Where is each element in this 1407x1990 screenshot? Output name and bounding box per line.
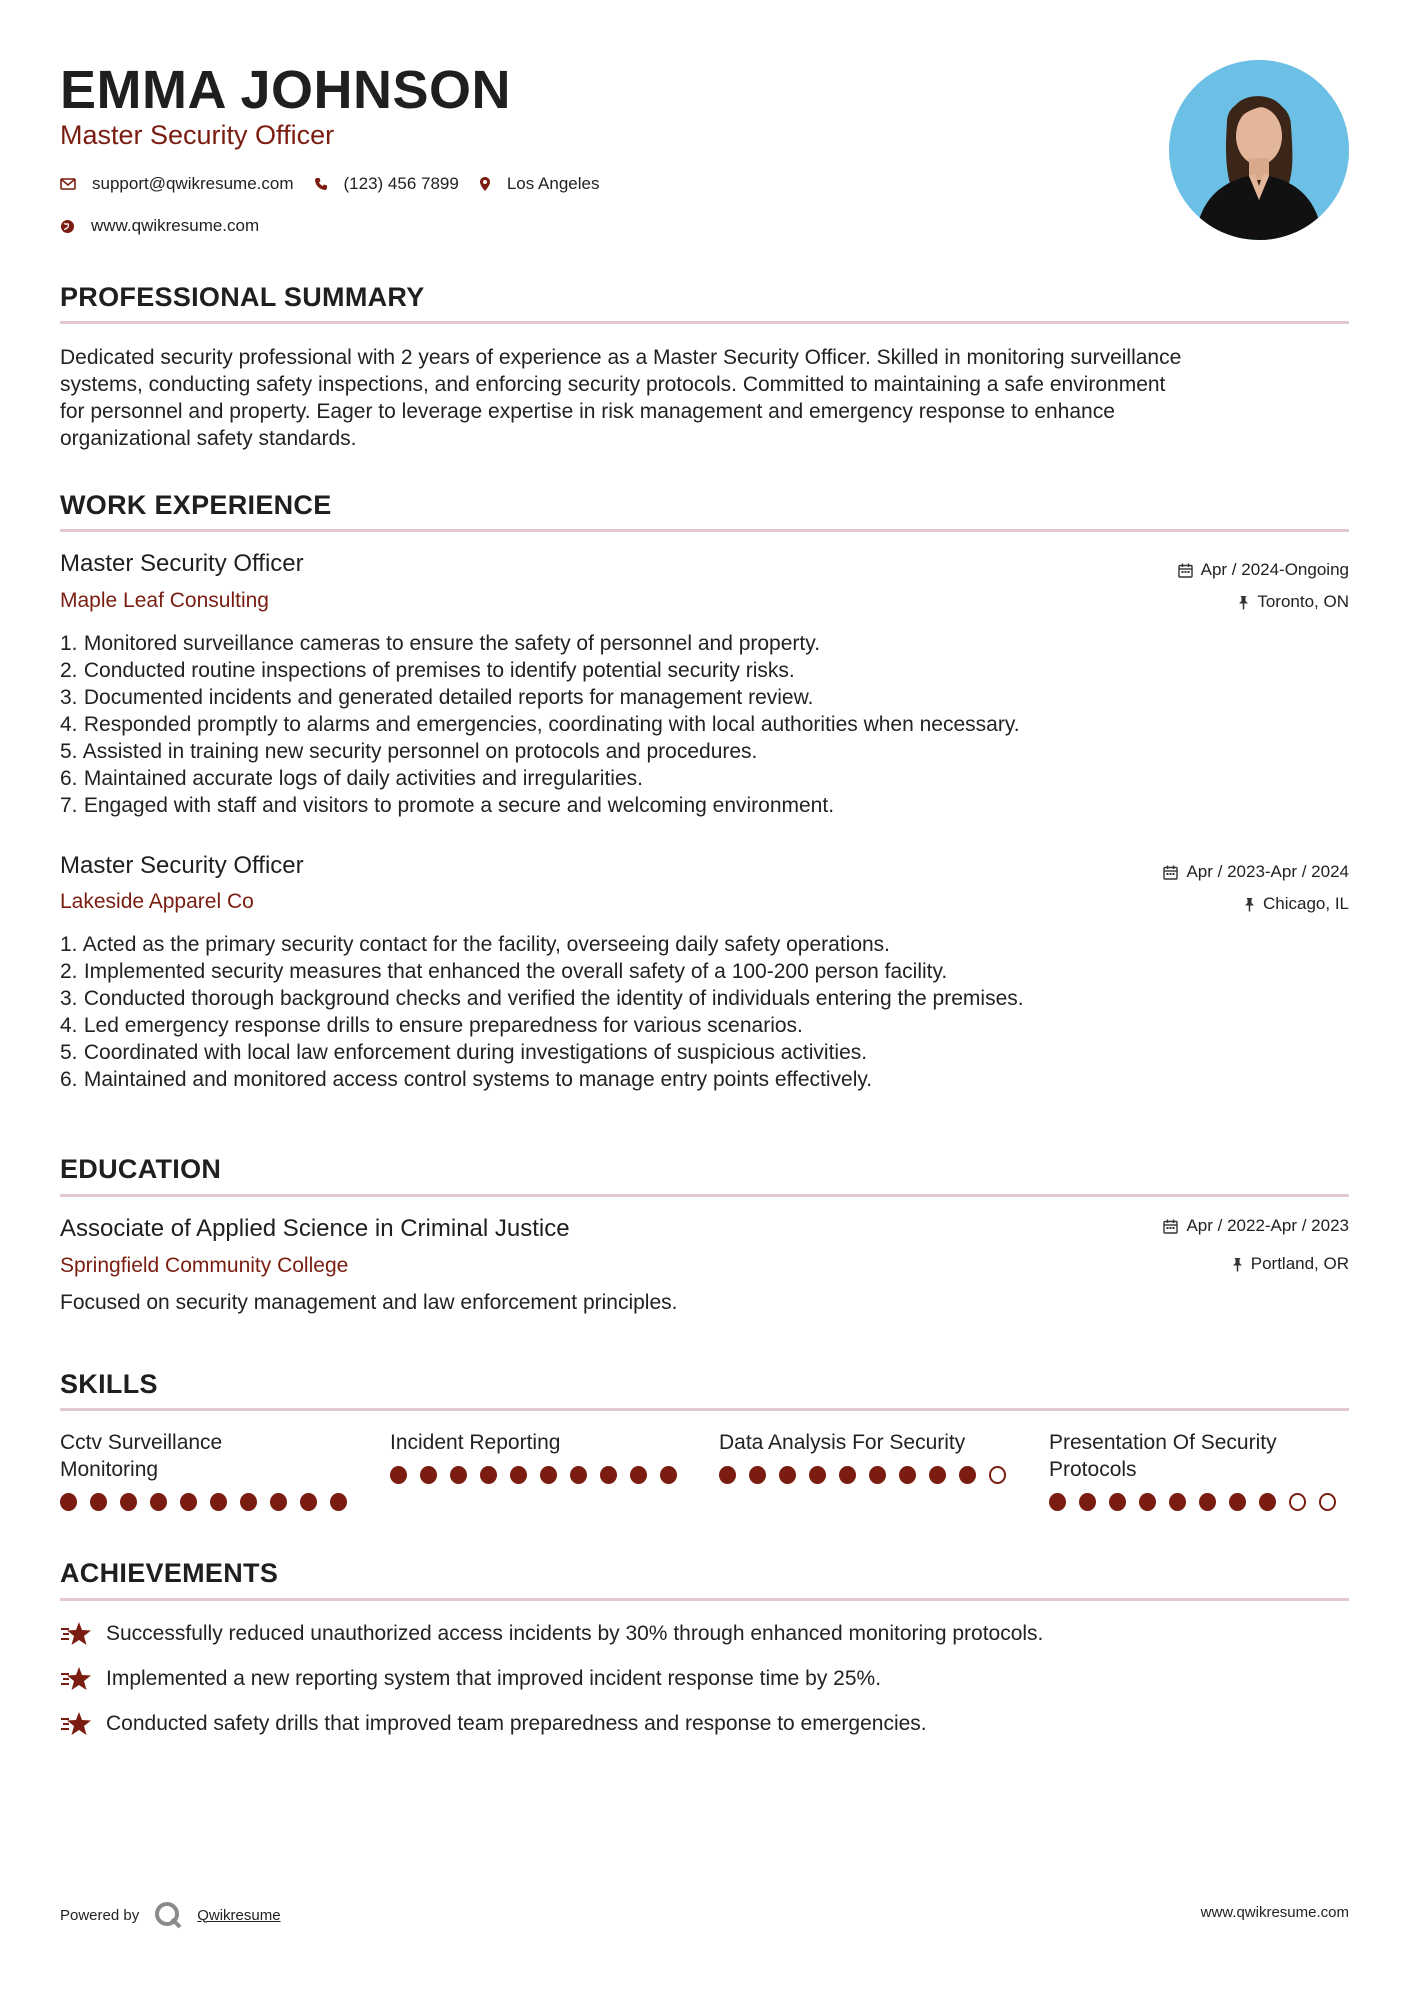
list-item: 1. Acted as the primary security contact for the facility, overseeing daily safety operations.: [60, 933, 891, 956]
rating-dot-filled: [540, 1466, 557, 1484]
education-location: [1232, 1252, 1349, 1276]
rating-dot-filled: [120, 1493, 137, 1511]
rating-dot-filled: [330, 1493, 347, 1511]
rating-dot-filled: [839, 1466, 856, 1484]
skills-heading: SKILLS: [60, 1369, 158, 1399]
job-dates: [1178, 558, 1349, 582]
location-text: Los Angeles: [506, 174, 600, 193]
achievement-item: [60, 1665, 881, 1692]
rating-dot-filled: [480, 1466, 497, 1484]
job-title: Master Security Officer: [60, 852, 304, 879]
pushpin-icon: [1232, 1257, 1243, 1272]
list-item: 3. Conducted thorough background checks and verified the identity of individuals entering the premises.: [60, 987, 1024, 1010]
skill-item: [390, 1429, 690, 1484]
achievement-text: Successfully reduced unauthorized access incidents by 30% through enhanced monitoring protocols.: [106, 1622, 1044, 1645]
skill-name: Incident Reporting: [390, 1431, 561, 1454]
job-location-text: Chicago, IL: [1263, 894, 1349, 913]
job-title: Master Security Officer: [60, 550, 304, 577]
contact-location: [479, 174, 600, 194]
envelope-icon: [60, 178, 76, 190]
contact-phone[interactable]: [314, 174, 459, 194]
skill-name: Presentation Of Security Protocols: [1049, 1431, 1277, 1481]
list-item: 4. Led emergency response drills to ensure preparedness for various scenarios.: [60, 1014, 803, 1037]
rating-dot-filled: [570, 1466, 587, 1484]
star-icon: [60, 1666, 92, 1692]
contact-row-1: [60, 171, 619, 197]
school-name: Springfield Community College: [60, 1254, 349, 1277]
summary-line: for personnel and property. Eager to leverage expertise in risk management and emergency response to enhance: [60, 400, 1115, 423]
rating-dot-filled: [1109, 1493, 1126, 1511]
skill-rating: [60, 1493, 360, 1511]
job-company: Maple Leaf Consulting: [60, 589, 269, 612]
rating-dot-filled: [390, 1466, 407, 1484]
rating-dot-filled: [1199, 1493, 1216, 1511]
rating-dot-filled: [90, 1493, 107, 1511]
education-heading: EDUCATION: [60, 1154, 222, 1184]
rating-dot-filled: [210, 1493, 227, 1511]
summary-line: systems, conducting safety inspections, and enforcing security protocols. Committed to maintaining a safe environment: [60, 373, 1166, 396]
rating-dot-filled: [779, 1466, 796, 1484]
list-item: 5. Assisted in training new security personnel on protocols and procedures.: [60, 740, 758, 763]
list-item: 7. Engaged with staff and visitors to promote a secure and welcoming environment.: [60, 794, 835, 817]
brand-link[interactable]: Qwikresume: [197, 1906, 281, 1924]
rating-dot-filled: [1139, 1493, 1156, 1511]
list-item: 1. Monitored surveillance cameras to ensure the safety of personnel and property.: [60, 632, 821, 655]
degree-title: Associate of Applied Science in Criminal Justice: [60, 1215, 570, 1242]
skill-name: Data Analysis For Security: [719, 1431, 966, 1454]
skill-item: [1049, 1429, 1349, 1511]
contact-row-2: [60, 213, 279, 239]
summary-heading: PROFESSIONAL SUMMARY: [60, 282, 425, 312]
rating-dot-filled: [1259, 1493, 1276, 1511]
summary-line: Dedicated security professional with 2 years of experience as a Master Security Officer. Skilled in monitoring surveillance: [60, 346, 1182, 369]
skill-name: Cctv Surveillance Monitoring: [60, 1431, 223, 1481]
skill-rating: [390, 1466, 690, 1484]
footer-powered-by: [60, 1900, 281, 1930]
skill-item: [719, 1429, 1019, 1484]
list-item: 6. Maintained accurate logs of daily activities and irregularities.: [60, 767, 643, 790]
education-location-text: Portland, OR: [1250, 1254, 1349, 1273]
star-icon: [60, 1711, 92, 1737]
person-avatar-icon: [1169, 60, 1349, 240]
rating-dot-filled: [1079, 1493, 1096, 1511]
rating-dot-filled: [1229, 1493, 1246, 1511]
rating-dot-filled: [899, 1466, 916, 1484]
rating-dot-filled: [150, 1493, 167, 1511]
skill-rating: [719, 1466, 1019, 1484]
job-dates-text: Apr / 2024-Ongoing: [1200, 560, 1349, 579]
rating-dot-filled: [929, 1466, 946, 1484]
map-pin-icon: [479, 176, 491, 192]
contact-email[interactable]: [60, 174, 294, 194]
resume-page: [60, 0, 1349, 1990]
summary-text: [60, 344, 1349, 452]
rating-dot-filled: [600, 1466, 617, 1484]
job-bullets: [60, 931, 1349, 1093]
pushpin-icon: [1238, 595, 1249, 610]
list-item: 3. Documented incidents and generated detailed reports for management review.: [60, 686, 814, 709]
rating-dot-empty: [1289, 1493, 1306, 1511]
rating-dot-filled: [719, 1466, 736, 1484]
job-dates-text: Apr / 2023-Apr / 2024: [1186, 862, 1349, 881]
rating-dot-filled: [869, 1466, 886, 1484]
pushpin-icon: [1244, 897, 1255, 912]
achievement-item: [60, 1620, 1043, 1647]
rating-dot-filled: [1049, 1493, 1066, 1511]
website-text: www.qwikresume.com: [91, 216, 260, 235]
phone-icon: [314, 177, 328, 191]
footer-website[interactable]: www.qwikresume.com: [1200, 1904, 1349, 1921]
email-text: support@qwikresume.com: [92, 174, 294, 193]
candidate-title: Master Security Officer: [60, 120, 335, 150]
rating-dot-filled: [1169, 1493, 1186, 1511]
candidate-name: EMMA JOHNSON: [60, 60, 512, 120]
achievement-item: [60, 1710, 927, 1737]
rating-dot-filled: [749, 1466, 766, 1484]
rating-dot-filled: [240, 1493, 257, 1511]
skill-rating: [1049, 1493, 1349, 1511]
globe-icon: [60, 219, 75, 234]
rating-dot-filled: [660, 1466, 677, 1484]
rating-dot-filled: [450, 1466, 467, 1484]
summary-divider: [60, 321, 1349, 324]
list-item: 2. Implemented security measures that enhanced the overall safety of a 100-200 person facility.: [60, 960, 948, 983]
job-bullets: [60, 630, 1349, 819]
rating-dot-filled: [420, 1466, 437, 1484]
list-item: 4. Responded promptly to alarms and emergencies, coordinating with local authorities when necessary.: [60, 713, 1020, 736]
phone-text: (123) 456 7899: [343, 174, 459, 193]
experience-heading: WORK EXPERIENCE: [60, 490, 332, 520]
job-location-text: Toronto, ON: [1257, 592, 1349, 611]
job-dates: [1163, 860, 1349, 884]
job-company: Lakeside Apparel Co: [60, 890, 254, 913]
achievement-text: Conducted safety drills that improved team preparedness and response to emergencies.: [106, 1712, 927, 1735]
rating-dot-filled: [510, 1466, 527, 1484]
achievement-text: Implemented a new reporting system that improved incident response time by 25%.: [106, 1667, 882, 1690]
rating-dot-filled: [180, 1493, 197, 1511]
rating-dot-filled: [60, 1493, 77, 1511]
calendar-icon: [1163, 1219, 1178, 1234]
education-dates-text: Apr / 2022-Apr / 2023: [1186, 1216, 1349, 1235]
list-item: 6. Maintained and monitored access control systems to manage entry points effectively.: [60, 1068, 873, 1091]
education-dates: [1163, 1214, 1349, 1238]
rating-dot-filled: [809, 1466, 826, 1484]
education-divider: [60, 1194, 1349, 1197]
list-item: 2. Conducted routine inspections of premises to identify potential security risks.: [60, 659, 795, 682]
powered-by-label: Powered by: [60, 1906, 140, 1924]
job-location: [1238, 590, 1349, 614]
achievements-divider: [60, 1598, 1349, 1601]
job-location: [1244, 892, 1349, 916]
education-description: Focused on security management and law enforcement principles.: [60, 1291, 678, 1314]
rating-dot-filled: [270, 1493, 287, 1511]
achievements-heading: ACHIEVEMENTS: [60, 1558, 279, 1588]
skills-divider: [60, 1408, 1349, 1411]
calendar-icon: [1163, 865, 1178, 880]
rating-dot-empty: [989, 1466, 1006, 1484]
qwikresume-logo-icon: [153, 1900, 183, 1930]
star-icon: [60, 1621, 92, 1647]
rating-dot-filled: [959, 1466, 976, 1484]
contact-website[interactable]: [60, 216, 259, 236]
rating-dot-filled: [300, 1493, 317, 1511]
summary-line: organizational safety standards.: [60, 427, 357, 450]
profile-photo: [1169, 60, 1349, 240]
rating-dot-filled: [630, 1466, 647, 1484]
calendar-icon: [1178, 563, 1193, 578]
rating-dot-empty: [1319, 1493, 1336, 1511]
skill-item: [60, 1429, 360, 1511]
list-item: 5. Coordinated with local law enforcement during investigations of suspicious activities.: [60, 1041, 868, 1064]
experience-divider: [60, 529, 1349, 532]
